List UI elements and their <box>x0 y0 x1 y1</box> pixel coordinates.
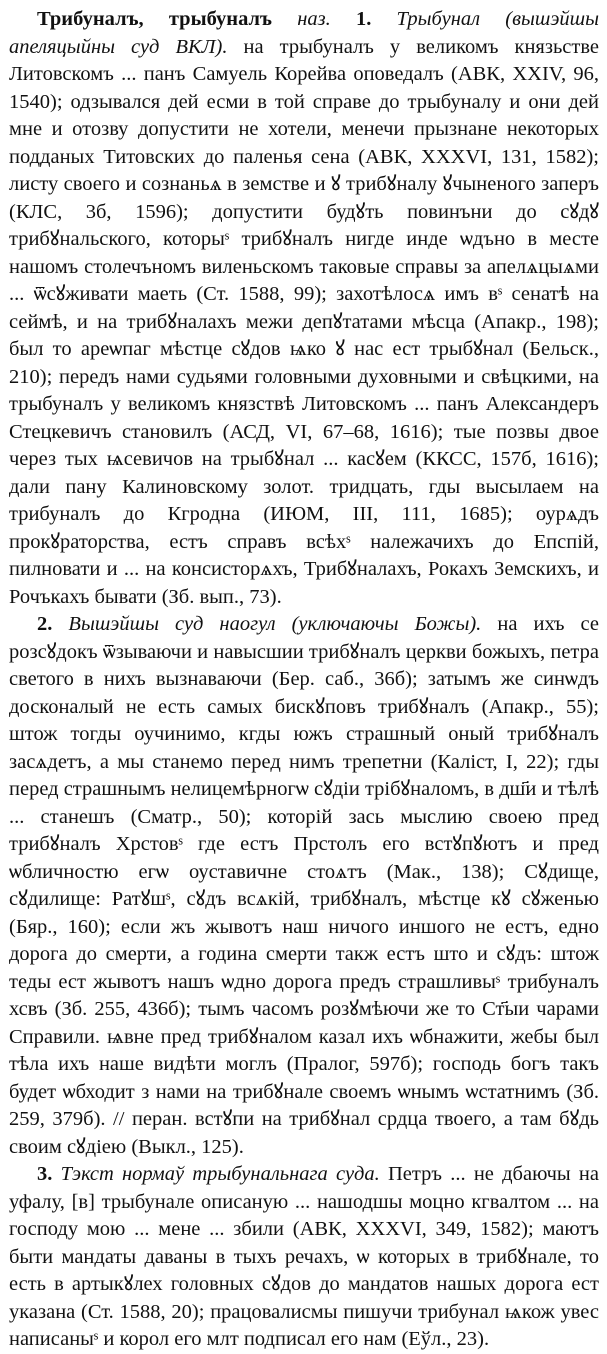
sense-citations: Петръ ... не дбаючы на уфалу, [в] трыбунале описаную ... нашодшы моцно кгвалтом ... на господу мою ... мене ... збили (АВК, XXXVI, 349, 1582); маютъ быти мандаты даваны в тыхъ речахъ, ѡ которых в трибꙋнале, то есть в артыкꙋлех головных сꙋдов до мандатов нашых дорога ест указана (Ст. 1588, 20); працовалисмы пишучи трибунал ѩкож увес написаныˢ и корол его млт подписал его нам (Еўл., 23). <box>9 1163 600 1350</box>
entry-sense-3 <box>9 1161 599 1354</box>
part-of-speech: наз. <box>297 8 331 30</box>
entry-sense-1 <box>9 6 599 611</box>
sense-number: 2. <box>37 613 53 635</box>
sense-definition: Тэкст нормаў трыбунальнага суда. <box>60 1163 380 1185</box>
entry-sense-2 <box>9 611 599 1161</box>
sense-definition: Вышэйшы суд наогул (уключаючы Божы). <box>68 613 482 635</box>
sense-number: 3. <box>37 1163 53 1185</box>
entry-headword: Трибуналъ, трыбуналъ <box>37 8 272 30</box>
sense-definition: Трыбунал (вышэйшы апеляцыйны суд ВКЛ). <box>9 8 599 58</box>
sense-citations: на трыбуналъ у великомъ князьстве Литовскомъ ... панъ Самуель Корейва оповедалъ (АВК, XXIV, 96, 1540); одзывался дей есми в той справе до трыбуналу и они дей мне и отозву допустити не хотели, менечи прызнане некоторых подданых Титовских до паленья сена (АВК, XXXVI, 131, 1582); листу своего и сознаньѧ в земстве и ꙋ трибꙋналу ꙋчыненого заперъ (КЛС, 3б, 1596); допустити будꙋть повинъни до сꙋдꙋ трибꙋнальского, которыˢ трибꙋналъ нигде инде ѡдъно в месте нашомъ столечъномъ виленьскомъ таковые справы за апелѧцыѧми ... ѿсꙋживати маеть (Ст. 1588, 99); захотѣлосѧ имъ вˢ сенатѣ на сеймѣ, и на трибꙋналахъ межи депꙋтатами мѣсца (Апакр., 198); был то ареѡпаг мѣстце сꙋдов ѩко ꙋ нас ест трыбꙋнал (Бельск., 210); передъ нами судьями головными духовными и свѣцкими, на трыбуналъ у великомъ князствѣ Литовскомъ ... панъ Александеръ Стецкевичъ становилъ (АСД, VI, 67–68, 1616); тые позвы двое через тых ѩсевичов на трыбꙋнал ... касꙋем (ККСС, 157б, 1616); дали пану Калиновскому золот. тридцать, гды высылаем на трибуналъ до Кгродна (ИЮМ, III, 111, 1685); оурѧдъ прокꙋраторства, естъ справъ всѣхˢ належачихъ до Епспій, пилновати и ... на консисторѧхъ, Трибꙋналахъ, Рокахъ Земскихъ, и Рочъкахъ бывати (Зб. вып., 73). <box>9 35 600 608</box>
sense-citations: на ихъ се розсꙋдокъ ѿзываючи и навысшии трибꙋналъ церкви божыхъ, петра светого в нихъ вызнаваючи (Бер. саб., 36б); затымъ же синѡдъ досконалый не есть самых бискꙋповъ трибꙋналъ (Апакр., 55); штож тогды оучинимо, кгды южъ страшный оный трибꙋналъ засѧдетъ, а мы станемо перед нимъ трепетни (Каліст, I, 22); гды перед страшнымъ нелицемѣрногѡ сꙋдіи трібꙋналомъ, в дш҃и и тѣлѣ ... станешъ (Сматр., 50); которій зась мыслию своею пред трибꙋналъ Хрстовˢ где естъ Прстолъ его встꙋпꙋютъ и пред ѡбличностю егѡ оуставичне стоѧтъ (Мак., 138); Сꙋдище, сꙋдилище: Ратꙋшˢ, сꙋдъ всѧкій, трибꙋналъ, мѣстце кꙋ сꙋженью (Бяр., 160); если жъ жывотъ наш ничого иншого не естъ, едно дорога до смерти, а година смерти такж естъ што и сꙋдъ: штож теды ест жывотъ нашъ ѡдно дорога предъ страшливыˢ трибуналъ хсвъ (Зб. 255, 436б); тымъ часомъ розꙋмѣючи же то Ст҃ыи чарами Справили. ѩвне пред трибꙋналом казал ихъ ѡбнажити, жебы был тѣла ихъ наше видѣти моглъ (Пралог, 597б); господь богъ такъ будет ѡбходит з нами на трибꙋнале своемъ ѡнымъ ѡстатнимъ (Зб. 259, 379б). // перан. встꙋпи на трибꙋнал срдца твоего, а там бꙋдь своим сꙋдіею (Выкл., 125). <box>9 613 600 1158</box>
sense-number: 1. <box>355 8 372 30</box>
